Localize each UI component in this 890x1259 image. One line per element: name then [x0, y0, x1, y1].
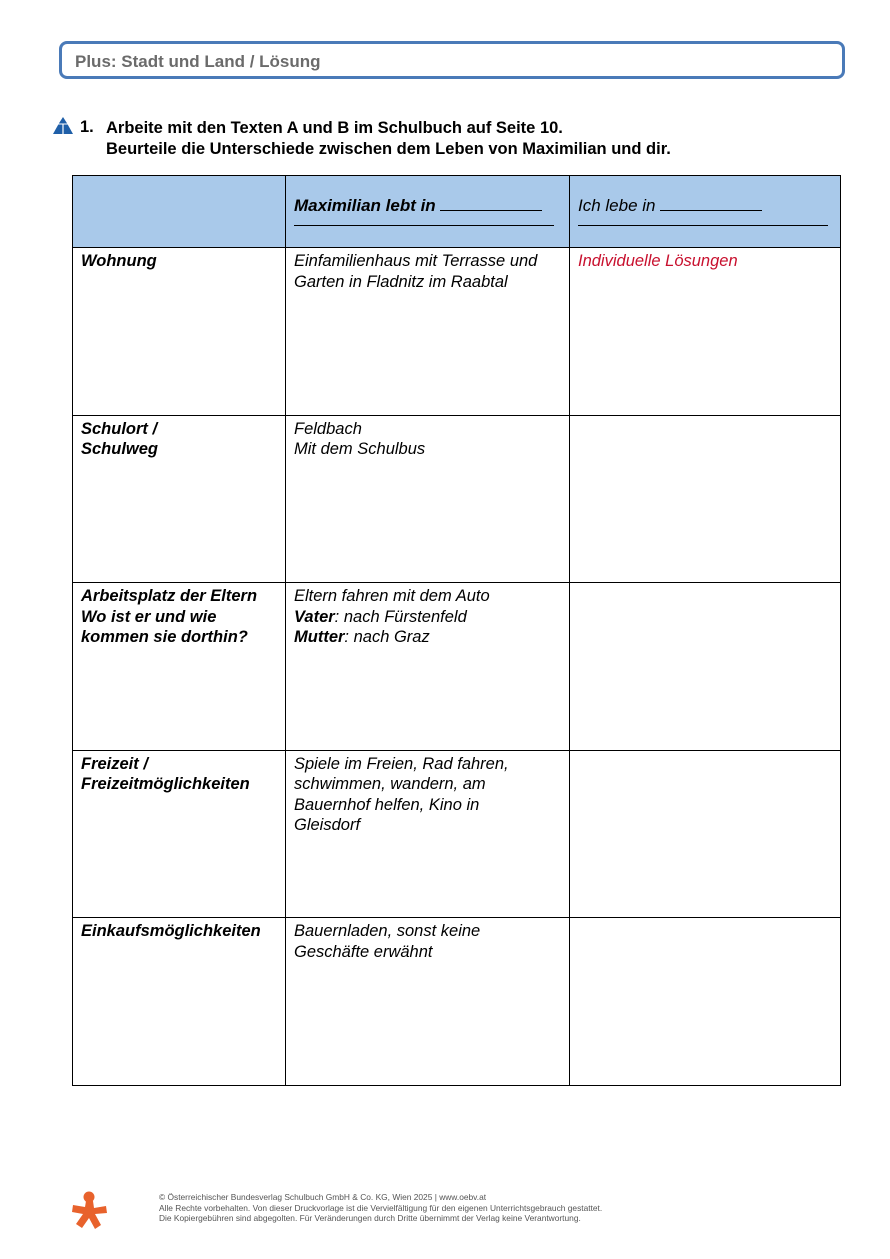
cell-line: schwimmen, wandern, am	[294, 775, 486, 793]
difficulty-triangle-icon	[53, 117, 73, 135]
row-label-line: Freizeitmöglichkeiten	[81, 775, 250, 793]
maximilian-cell	[286, 415, 570, 583]
table-row-wohnung	[73, 248, 841, 416]
row-label-line: Freizeit /	[81, 754, 148, 773]
header-empty-cell	[73, 176, 286, 248]
row-label-line: Wohnung	[81, 252, 157, 270]
task-instructions	[106, 118, 671, 160]
blank-line	[440, 196, 542, 211]
comparison-table	[72, 175, 841, 1086]
task-line-1: Arbeite mit den Texten A und B im Schulbuch auf Seite 10.	[106, 119, 563, 137]
cell-line: Eltern fahren mit dem Auto	[294, 587, 490, 605]
maximilian-cell	[286, 750, 570, 918]
ich-cell	[570, 583, 841, 751]
table-row-freizeit	[73, 750, 841, 918]
cell-line: Spiele im Freien, Rad fahren,	[294, 754, 509, 773]
cell-line: Feldbach	[294, 419, 362, 438]
mutter-text: : nach Graz	[344, 628, 430, 646]
blank-line	[294, 215, 554, 226]
row-label-line: Schulort /	[81, 419, 158, 438]
row-label-line: Arbeitsplatz der Eltern	[81, 587, 258, 605]
row-label	[73, 918, 286, 1086]
row-label-line: kommen sie dorthin?	[81, 628, 248, 646]
task-line-2: Beurteile die Unterschiede zwischen dem Leben von Maximilian und dir.	[106, 140, 671, 158]
solution-note: Individuelle Lösungen	[578, 252, 738, 270]
cell-line: Einfamilienhaus mit Terrasse und	[294, 252, 538, 270]
row-label-line: Einkaufsmöglichkeiten	[81, 922, 261, 940]
cell-line	[294, 607, 561, 628]
row-label-line: Schulweg	[81, 440, 159, 458]
blank-line	[660, 196, 762, 211]
table-row-einkauf	[73, 918, 841, 1086]
footer-line-3: Die Kopiergebühren sind abgegolten. Für Veränderungen durch Dritte übernimmt der Verlag keine Verantwortung.	[159, 1213, 581, 1223]
task-number: 1.	[80, 118, 94, 136]
cell-line: Bauernladen, sonst keine	[294, 922, 481, 940]
title-box	[59, 41, 845, 79]
maximilian-cell	[286, 583, 570, 751]
header-maximilian-label: Maximilian lebt in	[294, 196, 436, 215]
row-label	[73, 248, 286, 416]
ich-cell	[570, 248, 841, 416]
table-row-arbeitsplatz	[73, 583, 841, 751]
ich-cell	[570, 918, 841, 1086]
mutter-label: Mutter	[294, 628, 345, 646]
cell-line: Gleisdorf	[294, 816, 361, 834]
row-label	[73, 583, 286, 751]
cell-line: Geschäfte erwähnt	[294, 942, 433, 961]
row-label	[73, 415, 286, 583]
vater-text: : nach Fürstenfeld	[334, 607, 467, 626]
header-ich	[570, 176, 841, 248]
page-title: Plus: Stadt und Land / Lösung	[75, 52, 321, 71]
publisher-logo-icon	[70, 1190, 110, 1230]
table-header-row	[73, 176, 841, 248]
ich-cell	[570, 415, 841, 583]
copyright-footer	[159, 1192, 602, 1224]
cell-line: Garten in Fladnitz im Raabtal	[294, 272, 508, 291]
header-ich-label: Ich lebe in	[578, 196, 656, 215]
footer-line-1: © Österreichischer Bundesverlag Schulbuch GmbH & Co. KG, Wien 2025 | www.oebv.at	[159, 1192, 487, 1202]
row-label-line: Wo ist er und wie	[81, 607, 217, 626]
header-maximilian	[286, 176, 570, 248]
table-row-schulort	[73, 415, 841, 583]
cell-line: Bauernhof helfen, Kino in	[294, 795, 480, 814]
maximilian-cell	[286, 248, 570, 416]
footer-line-2: Alle Rechte vorbehalten. Von dieser Druckvorlage ist die Vervielfältigung für den eigenen Unterrichtsgebrauch gestattet.	[159, 1202, 603, 1213]
cell-line: Mit dem Schulbus	[294, 440, 426, 458]
row-label	[73, 750, 286, 918]
maximilian-cell	[286, 918, 570, 1086]
cell-line	[294, 627, 561, 648]
vater-label: Vater	[294, 607, 335, 626]
ich-cell	[570, 750, 841, 918]
blank-line	[578, 215, 828, 226]
